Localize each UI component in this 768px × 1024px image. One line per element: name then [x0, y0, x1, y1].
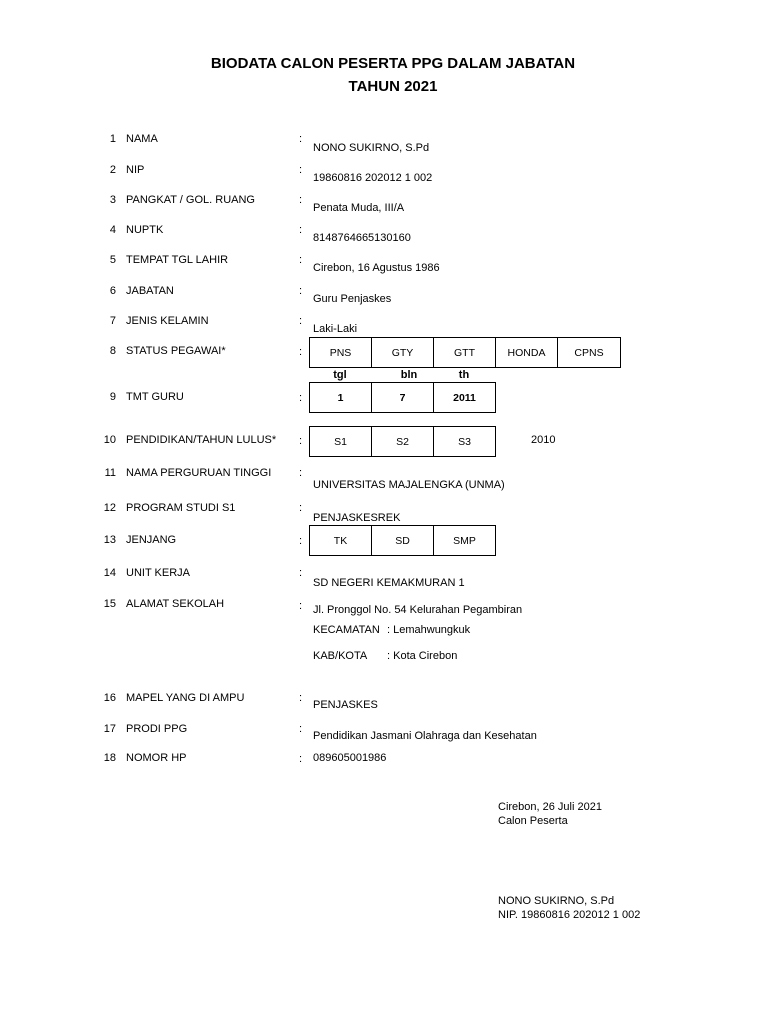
kecamatan-label: KECAMATAN: [313, 624, 380, 636]
colon: :: [299, 392, 303, 404]
jenjang-option-smp: SMP: [453, 534, 476, 547]
pendidikan-option-s1: S1: [310, 427, 372, 456]
row-number: 13: [103, 534, 116, 546]
colon: :: [299, 467, 303, 479]
field-label-nuptk: NUPTK: [126, 224, 164, 236]
row-number: 12: [103, 502, 116, 514]
signature-role: Calon Peserta: [498, 815, 568, 827]
colon: :: [299, 285, 303, 297]
pendidikan-option-s2: S2: [372, 427, 434, 456]
field-value-pangkat: Penata Muda, III/A: [313, 202, 405, 214]
field-label-jabatan: JABATAN: [126, 285, 174, 297]
colon: :: [299, 502, 303, 514]
colon: :: [299, 254, 303, 266]
colon: :: [299, 600, 303, 612]
status-option-gtt: GTT: [434, 338, 496, 367]
row-number: 15: [103, 598, 116, 610]
row-number: 9: [109, 391, 116, 403]
field-label-pendidikan: PENDIDIKAN/TAHUN LULUS*: [126, 434, 277, 446]
pendidikan-year: 2010: [531, 434, 556, 446]
field-label-jenjang: JENJANG: [126, 534, 177, 546]
field-label-perguruan-tinggi: NAMA PERGURUAN TINGGI: [126, 467, 272, 479]
field-value-ttl: Cirebon, 16 Agustus 1986: [313, 262, 440, 274]
kecamatan-value: : Lemahwungkuk: [387, 624, 471, 636]
row-number: 5: [109, 254, 116, 266]
field-value-prodi-ppg: Pendidikan Jasmani Olahraga dan Kesehatan: [313, 730, 537, 742]
field-label-prodi-ppg: PRODI PPG: [126, 723, 188, 735]
field-value-nuptk: 8148764665130160: [313, 232, 411, 244]
signature-place-date: Cirebon, 26 Juli 2021: [498, 801, 602, 813]
colon: :: [299, 194, 303, 206]
field-label-jenis-kelamin: JENIS KELAMIN: [126, 315, 209, 327]
row-number: 17: [103, 723, 116, 735]
jenjang-option-sd: SD: [372, 526, 434, 555]
field-value-perguruan-tinggi: UNIVERSITAS MAJALENGKA (UNMA): [313, 479, 505, 491]
status-pegawai-options: [309, 337, 621, 368]
field-value-jenis-kelamin: Laki-Laki: [313, 323, 358, 335]
colon: :: [299, 346, 303, 358]
jenjang-option-tk: TK: [310, 526, 372, 555]
field-value-nama: NONO SUKIRNO, S.Pd: [313, 142, 430, 154]
status-option-honda: HONDA: [496, 338, 558, 367]
tmt-header-tgl: tgl: [333, 369, 347, 381]
field-value-jabatan: Guru Penjaskes: [313, 293, 392, 305]
row-number: 10: [103, 434, 116, 446]
row-number: 6: [109, 285, 116, 297]
row-number: 4: [109, 224, 116, 236]
colon: :: [299, 315, 303, 327]
field-value-alamat-sekolah: Jl. Pronggol No. 54 Kelurahan Pegambiran: [313, 604, 523, 616]
tmt-guru-values: [309, 382, 496, 413]
status-option-gty: GTY: [372, 338, 434, 367]
field-label-pangkat: PANGKAT / GOL. RUANG: [126, 194, 255, 206]
field-label-nomor-hp: NOMOR HP: [126, 752, 187, 764]
jenjang-options: [309, 525, 496, 556]
signature-nip: NIP. 19860816 202012 1 002: [498, 909, 641, 921]
row-number: 1: [109, 133, 116, 145]
field-label-alamat-sekolah: ALAMAT SEKOLAH: [126, 598, 225, 610]
tmt-value-th: 2011: [453, 391, 476, 404]
field-label-nip: NIP: [126, 164, 145, 176]
document-title: BIODATA CALON PESERTA PPG DALAM JABATAN: [210, 55, 576, 72]
pendidikan-options: [309, 426, 496, 457]
field-label-mapel: MAPEL YANG DI AMPU: [126, 692, 245, 704]
field-label-tmt-guru: TMT GURU: [126, 391, 184, 403]
row-number: 7: [109, 315, 116, 327]
field-label-nama: NAMA: [126, 133, 158, 145]
tmt-value-bln: 7: [372, 383, 434, 412]
colon: :: [299, 567, 303, 579]
signature-name: NONO SUKIRNO, S.Pd: [498, 895, 615, 907]
row-number: 8: [109, 345, 116, 357]
status-option-cpns: CPNS: [574, 346, 604, 359]
field-value-nip: 19860816 202012 1 002: [313, 172, 433, 184]
field-value-program-studi: PENJASKESREK: [313, 512, 401, 524]
tmt-header-bln: bln: [400, 369, 418, 381]
row-number: 11: [104, 467, 116, 479]
document-subtitle: TAHUN 2021: [348, 78, 438, 95]
colon: :: [299, 753, 303, 765]
colon: :: [299, 692, 303, 704]
field-value-mapel: PENJASKES: [313, 699, 378, 711]
field-label-status-pegawai: STATUS PEGAWAI*: [126, 345, 226, 357]
status-option-pns: PNS: [310, 338, 372, 367]
row-number: 2: [109, 164, 116, 176]
row-number: 16: [103, 692, 116, 704]
field-label-program-studi: PROGRAM STUDI S1: [126, 502, 236, 514]
pendidikan-option-s3: S3: [458, 435, 471, 448]
kab-kota-label: KAB/KOTA: [313, 650, 368, 662]
row-number: 3: [109, 194, 116, 206]
colon: :: [299, 224, 303, 236]
field-value-unit-kerja: SD NEGERI KEMAKMURAN 1: [313, 577, 465, 589]
colon: :: [299, 535, 303, 547]
field-value-nomor-hp: 089605001986: [313, 752, 387, 764]
colon: :: [299, 435, 303, 447]
colon: :: [299, 723, 303, 735]
field-label-ttl: TEMPAT TGL LAHIR: [126, 254, 229, 266]
tmt-value-tgl: 1: [310, 383, 372, 412]
row-number: 14: [103, 567, 116, 579]
field-label-unit-kerja: UNIT KERJA: [126, 567, 190, 579]
row-number: 18: [103, 752, 116, 764]
colon: :: [299, 164, 303, 176]
colon: :: [299, 133, 303, 145]
kab-kota-value: : Kota Cirebon: [387, 650, 458, 662]
tmt-header-th: th: [458, 369, 470, 381]
